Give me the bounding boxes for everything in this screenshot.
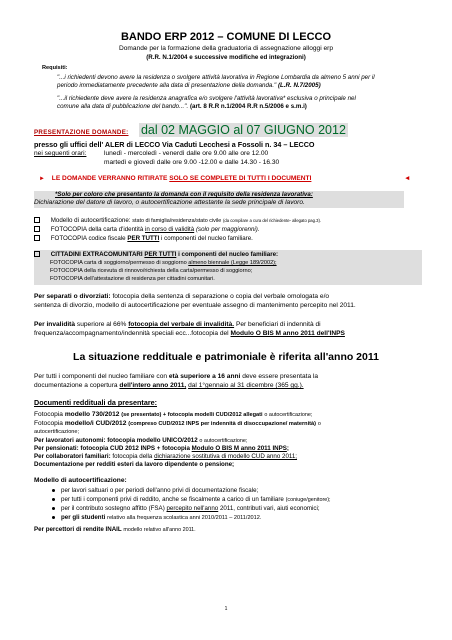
checkbox-icon	[34, 226, 40, 232]
invalidita-line-2: frequenza/accompagnamento/indennità speciali ecc...fotocopia del Modulo O BIS M anno 2011 dell'INPS	[34, 330, 345, 337]
fiscal-row-pensionati: Per pensionati: fotocopia CUD 2012 INPS + fotocopia Modulo O BIS M anno 2011 INPS;	[34, 445, 289, 452]
extracom-title: CITTADINI EXTRACOMUNITARI PER TUTTI i componenti del nucleo familiare:	[34, 251, 278, 259]
document-title: BANDO ERP 2012 – COMUNE DI LECCO	[120, 31, 332, 43]
fiscal-row-esteri: Documentazione per redditi esteri da lavoro dipendente o pensione;	[34, 461, 235, 468]
separati-line-1: Per separati o divorziati: fotocopia della sentenza di separazione o copia del verbale omologata e/o	[34, 293, 330, 300]
checkbox-icon	[34, 235, 40, 241]
orari-label: nei seguenti orari:	[34, 150, 87, 157]
checkbox-icon	[34, 217, 40, 223]
triangle-right-icon: ►	[39, 176, 45, 182]
bullet-icon	[52, 498, 55, 501]
requisiti-quote-1-line-2: periodo immediatamente precedente alla data di presentazione della domanda." (L.R. N.7/2005)	[57, 82, 321, 89]
separati-line-2: sentenza di divorzio, modello di autocertificazione per eventuale assegno di mantenimento percepito nel 2011.	[34, 302, 356, 309]
bullet-icon	[52, 516, 55, 519]
presentazione-dates: dal 02 MAGGIO al 07 GIUGNO 2012	[140, 123, 346, 137]
inail-line: Per percettori di rendite INAIL modello relativo all'anno 2011.	[34, 526, 196, 533]
page-number: 1	[224, 606, 228, 612]
fiscal-row-730: Fotocopia modello 730/2012 (se presentato) + fotocopia modelli CUD/2012 allegati o autocertificazione;	[34, 411, 313, 418]
document-subtitle-ref: (R.R. N.1/2004 e successive modifiche ed integrazioni)	[146, 54, 306, 61]
fiscal-row-cud: Fotocopia modello/i CUD/2012 (compreso CUD/2012 INPS per indennità di disoccupazione/ maternità) o	[34, 420, 321, 427]
fiscal-row-autonomi: Per lavoratori autonomi: fotocopia modello UNICO/2012 o autocertificazione;	[34, 437, 248, 444]
requisiti-quote-2-line-1: "...il richiedente deve avere la residenza anagrafica e/o svolgere l'attività lavorativa* esclusiva o principale nel	[57, 95, 356, 102]
autocert-bullet-2: per tutti i componenti privi di reddito, anche se fiscalmente a carico di un familiare (coniuge/genitore);	[50, 496, 331, 505]
doc-modello-autocert: Modello di autocertificazione: stato di famiglia/residenza/stato civile (da compilare a cura del richiedente- allegato pag.3).	[34, 217, 321, 226]
documenti-reddituali-title: Documenti reddituali da presentare:	[34, 398, 158, 407]
extracom-line-3: FOTOCOPIA dell'attestazione di residenza per cittadini comunitari.	[50, 276, 215, 282]
fiscal-row-cud-cont: autocertificazione;	[34, 429, 80, 435]
invalidita-line-1: Per invalidità superiore al 66% fotocopia del verbale di invalidità. Per beneficiari di indennità di	[34, 321, 321, 328]
bullet-icon	[52, 507, 55, 510]
document-subtitle: Domande per la formazione della graduatoria di assegnazione alloggi erp	[118, 45, 334, 52]
presentazione-line	[34, 121, 348, 139]
requisiti-quote-1-line-1: "...i richiedenti devono avere la residenza o svolgere attività lavorativa in Regione Lombardia da almeno 5 anni per il	[57, 74, 375, 81]
section-2-para-1: Per tutti i componenti del nucleo familiare con età superiore a 16 anni deve essere presentata la	[34, 373, 319, 380]
doc-codice-fiscale: FOTOCOPIA codice fiscale PER TUTTI i componenti del nucleo familiare.	[34, 235, 253, 243]
requisiti-label: Requisiti:	[42, 65, 68, 71]
section-2-title: La situazione reddituale e patrimoniale è riferita all'anno 2011	[73, 351, 379, 363]
lavoro-note-line-1: *Solo per coloro che presentanto la domanda con il requisito della residenza lavorativa:	[55, 191, 313, 198]
lavoro-note-line-2: Dichiarazione del datore di lavoro, o autocertificazione attestante la sede principale di lavoro.	[34, 199, 305, 206]
extracom-line-2: FOTOCOPIA della ricevuta di rinnovo/richiesta della carta/permesso di soggiorno;	[50, 268, 253, 274]
extracom-line-1: FOTOCOPIA carta di soggiorno/permesso di soggiorno almeno biennale (Legge 189/2002);	[50, 260, 277, 266]
autocert-bullet-3: per il contributo sostegno affitto (FSA) percepito nell'anno 2011, contributi vari, aiuti economici;	[50, 505, 320, 513]
requisiti-quote-2-line-2: comune alla data di pubblicazione del bando...". (art. 8 R.R n.1/2004 R.R n.5/2006 e s.m.i)	[57, 103, 307, 110]
presentazione-place: presso gli uffici dell' ALER di LECCO Via Caduti Lecchesi a Fossoli n. 34 – LECCO	[34, 140, 315, 149]
autocert-bullet-1: per lavori saltuari o per periodi dell'anno privi di documentazione fiscale;	[50, 487, 258, 495]
orari-line-2: martedì e giovedì dalle ore 9.00 -12.00 e dalle 14.30 - 16.30	[104, 159, 280, 166]
orari-line-1: lunedì - mercoledì - venerdì dalle ore 9.00 alle ore 12.00	[104, 150, 269, 157]
autocert-title: Modello di autocertificazione:	[34, 477, 127, 484]
presentazione-label: PRESENTAZIONE DOMANDE:	[34, 129, 129, 136]
autocert-bullet-4: per gli studenti relativo alla frequenza scolastica anni 2010/2011 – 2011/2012.	[50, 514, 261, 523]
section-2-para-2: documentazione a copertura dell'intero anno 2011, dal 1°gennaio al 31 dicembre (365 gg.).	[34, 382, 304, 389]
checkbox-icon	[34, 251, 40, 257]
bullet-icon	[52, 489, 55, 492]
doc-carta-identita: FOTOCOPIA della carta d'identità in corso di validità (solo per maggiorenni).	[34, 226, 260, 234]
fiscal-row-collaboratori: Per collaboratori familiari: fotocopia della dichiarazione sostitutiva di modello CUD anno 2011;	[34, 453, 298, 460]
triangle-left-icon: ◄	[404, 175, 411, 182]
warning-line: ► LE DOMANDE VERRANNO RITIRATE SOLO SE COMPLETE DI TUTTI I DOCUMENTI	[39, 175, 312, 182]
